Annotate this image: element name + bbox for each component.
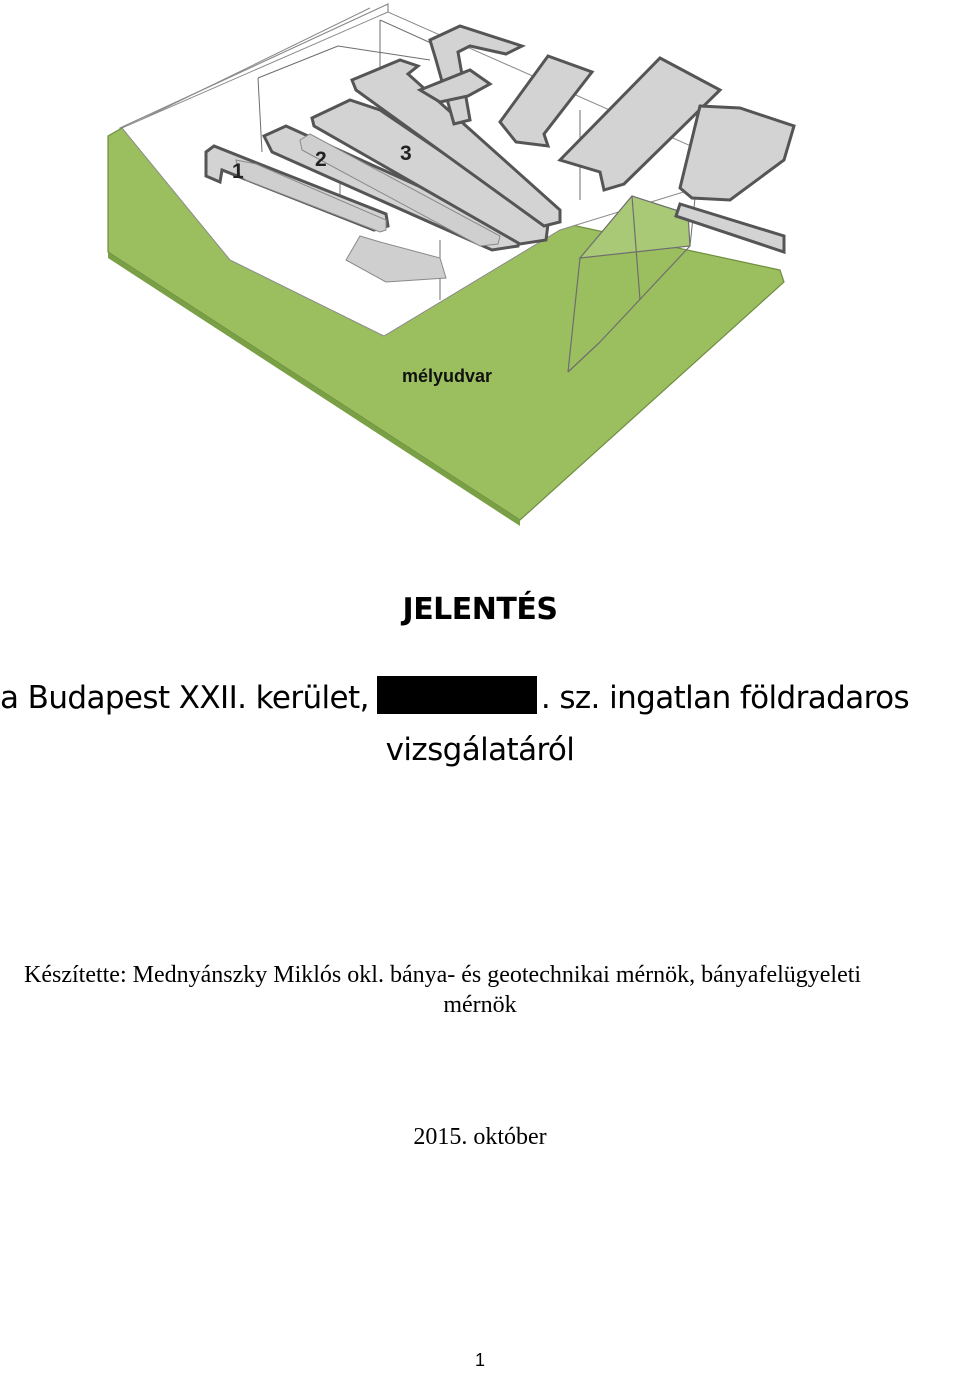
subtitle-part-1: a Budapest XXII. kerület, xyxy=(0,680,369,716)
redacted-address xyxy=(377,676,537,714)
label-2: 2 xyxy=(315,148,327,171)
page-number: 1 xyxy=(474,1350,485,1370)
subtitle-part-2: . sz. ingatlan földradaros xyxy=(540,680,910,716)
label-melyudvar: mélyudvar xyxy=(402,366,493,386)
report-date: 2015. október xyxy=(413,1124,547,1150)
label-3: 3 xyxy=(400,142,412,165)
author-line-1: Készítette: Mednyánszky Miklós okl. bánya- és geotechnikai mérnök, bányafelügyeleti xyxy=(24,962,862,988)
basement-3d-illustration xyxy=(0,0,960,540)
subtitle-line-2: vizsgálatáról xyxy=(385,732,575,768)
author-line-2: mérnök xyxy=(443,992,517,1018)
subtitle-line-1 xyxy=(0,676,960,716)
report-title: JELENTÉS xyxy=(402,592,558,627)
label-1: 1 xyxy=(232,160,244,183)
